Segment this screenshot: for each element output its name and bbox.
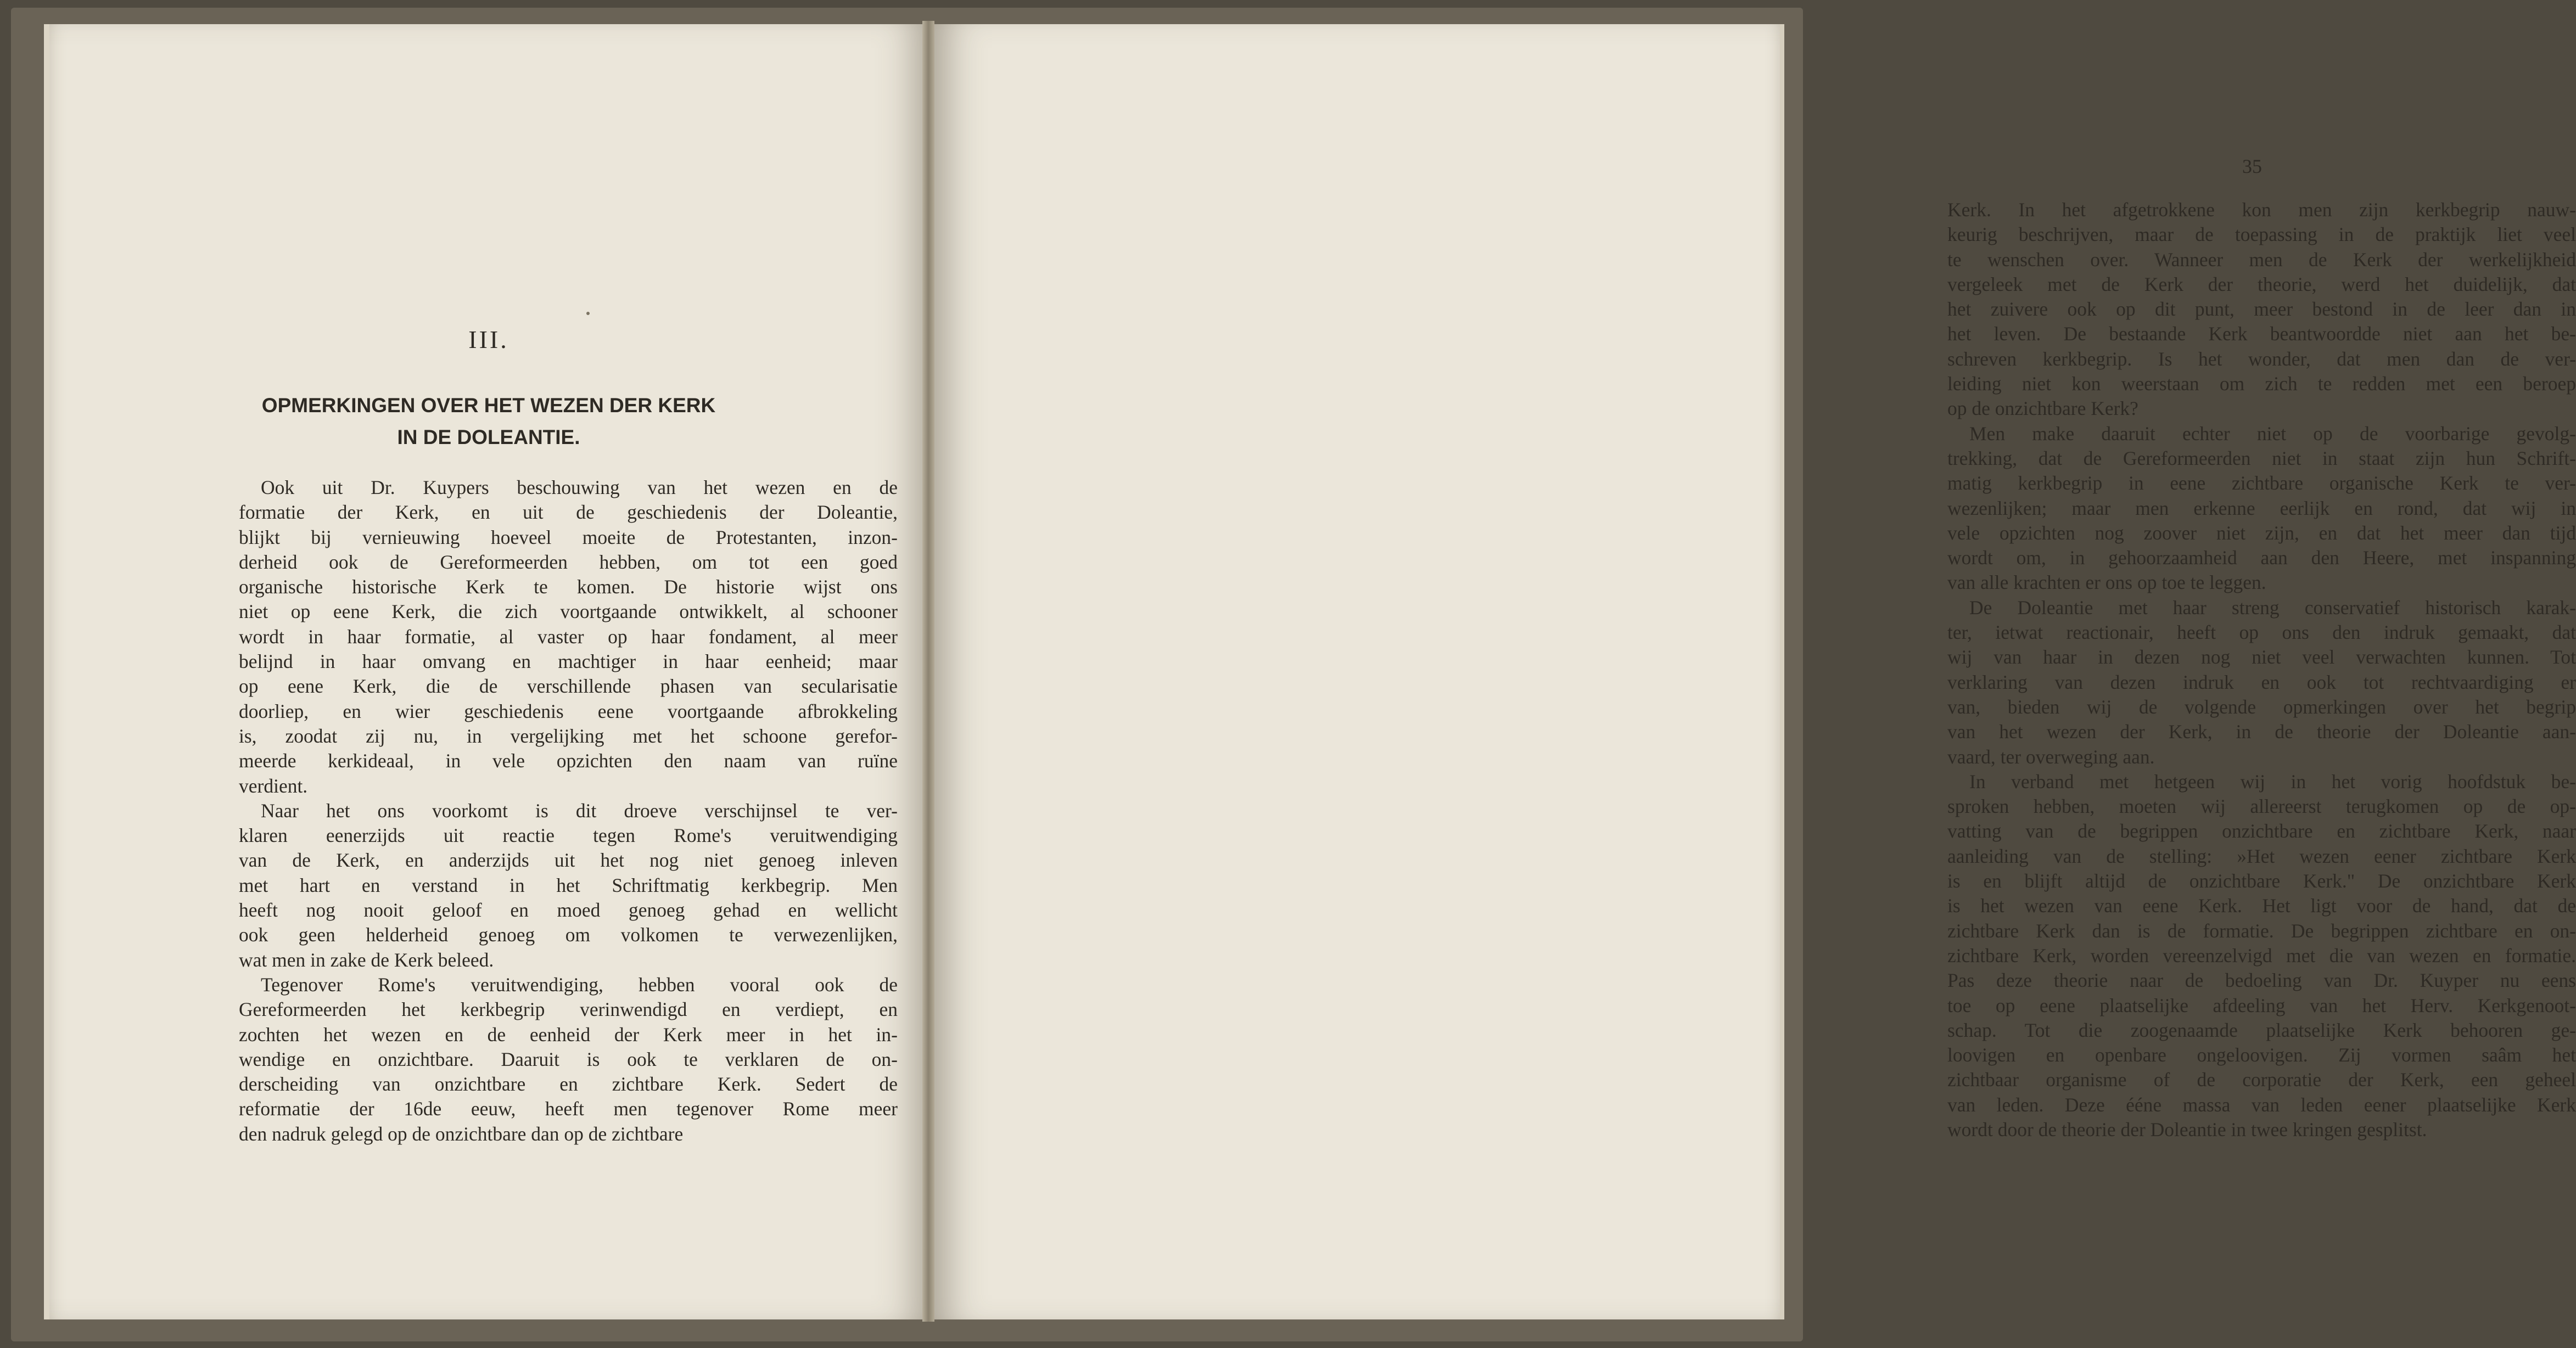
text-line: sproken hebben, moeten wij allereerst terugkomen op de op- [1947,795,2576,818]
text-line: niet op eene Kerk, die zich voortgaande ontwikkelt, al schooner [239,600,898,623]
text-line: van de Kerk, en anderzijds uit het nog niet genoeg inleven [239,849,898,872]
text-line: matig kerkbegrip in eene zichtbare organische Kerk te ver- [1947,472,2576,495]
text-line: vatting van de begrippen onzichtbare en zichtbare Kerk, naar [1947,820,2576,842]
text-line: keurig beschrijven, maar de toepassing in de praktijk liet veel [1947,223,2576,246]
text-line: schap. Tot die zoogenaamde plaatselijke Kerk behooren ge- [1947,1019,2576,1041]
text-line: Tegenover Rome's veruitwendiging, hebben vooral ook de [261,973,898,996]
text-line: klaren eenerzijds uit reactie tegen Rome's veruitwendiging [239,824,898,847]
text-line: van leden. Deze ééne massa van leden eener plaatselijke Kerk [1947,1093,2576,1116]
heading-line: IN DE DOLEANTIE. [397,426,580,448]
text-line: wordt om, in gehoorzaamheid aan den Heere, met inspanning [1947,547,2576,569]
text-line: verklaring van dezen indruk en ook tot rechtvaardiging er [1947,671,2576,693]
text-line: Naar het ons voorkomt is dit droeve verschijnsel te ver- [261,799,898,822]
text-line: het zuivere ook op dit punt, meer bestond in de leer dan in [1947,298,2576,321]
text-line: van, bieden wij de volgende opmerkingen over het begrip [1947,695,2576,718]
text-line: vaard, ter overweging aan. [1947,745,2155,768]
text-line: op eene Kerk, die de verschillende phasen van secularisatie [239,675,898,698]
right-body-text [1947,198,2576,1142]
ink-speck [586,312,590,315]
text-line: het leven. De bestaande Kerk beantwoordde niet aan het be- [1947,323,2576,345]
text-line: met hart en verstand in het Schriftmatig kerkbegrip. Men [239,874,898,896]
text-line: den nadruk gelegd op de onzichtbare dan op de zichtbare [239,1122,684,1145]
text-line: vergeleek met de Kerk der theorie, werd het duidelijk, dat [1947,273,2576,295]
text-line: wezenlijken; maar men erkenne eerlijk en rond, dat wij in [1947,497,2576,519]
text-line: te wenschen over. Wanneer men de Kerk der werkelijkheid [1947,248,2576,271]
text-line: trekking, dat de Gereformeerden niet in staat zijn hun Schrift- [1947,447,2576,469]
text-line: Kerk. In het afgetrokkene kon men zijn kerkbegrip nauw- [1947,199,2576,221]
text-line: doorliep, en wier geschiedenis eene voortgaande afbrokkeling [239,700,898,722]
text-line: toe op eene plaatselijke afdeeling van het Herv. Kerkgenoot- [1947,994,2576,1016]
text-line: meerde kerkideaal, in vele opzichten den naam van ruïne [239,750,898,772]
text-line: leiding niet kon weerstaan om zich te redden met een beroep [1947,373,2576,395]
text-line: is en blijft altijd de onzichtbare Kerk." De onzichtbare Kerk [1947,870,2576,892]
chapter-heading [258,390,719,453]
text-line: belijnd in haar omvang en machtiger in haar eenheid; maar [239,650,898,673]
text-line: heeft nog nooit geloof en moed genoeg gehad en wellicht [239,899,898,922]
text-line: aanleiding van de stelling: »Het wezen eener zichtbare Kerk [1947,845,2576,867]
left-page [44,24,928,1319]
text-line: ook geen helderheid genoeg om volkomen te verwezenlijken, [239,924,898,946]
text-line: schreven kerkbegrip. Is het wonder, dat men dan de ver- [1947,347,2576,370]
text-line: wordt door de theorie der Doleantie in twee kringen gesplitst. [1947,1118,2427,1141]
text-line: van het wezen der Kerk, in de theorie der Doleantie aan- [1947,721,2576,743]
text-line: zichtbaar organisme of de corporatie der Kerk, een geheel [1947,1069,2576,1091]
text-line: In verband met hetgeen wij in het vorig hoofdstuk be- [1969,770,2576,793]
text-line: verdient. [239,774,308,797]
text-line: Ook uit Dr. Kuypers beschouwing van het wezen en de [261,476,898,498]
text-line: De Doleantie met haar streng conservatief historisch karak- [1969,596,2576,619]
text-line: blijkt bij vernieuwing hoeveel moeite de Protestanten, inzon- [239,526,898,548]
text-line: is, zoodat zij nu, in vergelijking met het schoone gerefor- [239,724,898,747]
text-line: zichtbare Kerk dan is de formatie. De begrippen zichtbare en on- [1947,919,2576,942]
text-line: zochten het wezen en de eenheid der Kerk meer in het in- [239,1023,898,1046]
text-line: wordt in haar formatie, al vaster op haar fondament, al meer [239,625,898,648]
text-line: organische historische Kerk te komen. De historie wijst ons [239,576,898,598]
text-line: Gereformeerden het kerkbegrip verinwendigd en verdiept, en [239,998,898,1021]
left-body-text [239,475,898,1147]
chapter-number: III. [468,325,509,353]
text-line: Pas deze theorie naar de bedoeling van Dr. Kuyper nu eens [1947,969,2576,992]
text-line: op de onzichtbare Kerk? [1947,397,2138,420]
book-spread [11,8,2576,1341]
heading-line: OPMERKINGEN OVER HET WEZEN DER KERK [261,394,716,417]
text-line: loovigen en openbare ongeloovigen. Zij vormen saâm het [1947,1044,2576,1066]
text-line: derscheiding van onzichtbare en zichtbare Kerk. Sedert de [239,1073,898,1096]
text-line: wendige en onzichtbare. Daaruit is ook te verklaren de on- [239,1048,898,1070]
text-line: reformatie der 16de eeuw, heeft men tegenover Rome meer [239,1098,898,1120]
text-line: wat men in zake de Kerk beleed. [239,948,494,971]
text-line: Men make daaruit echter niet op de voorbarige gevolg- [1969,422,2576,445]
book-gutter [922,21,934,1322]
text-line: wij van haar in dezen nog niet veel verwachten kunnen. Tot [1947,646,2576,669]
text-line: vele opzichten nog zoover niet zijn, en dat het meer dan tijd [1947,521,2576,544]
right-page [934,24,2576,1319]
text-line: derheid ook de Gereformeerden hebben, om tot een goed [239,551,898,573]
text-line: is het wezen van eene Kerk. Het ligt voor de hand, dat de [1947,895,2576,917]
text-line: zichtbare Kerk, worden vereenzelvigd met die van wezen en formatie. [1947,944,2576,967]
text-line: van alle krachten er ons op toe te leggen. [1947,571,2266,594]
page-number: 35 [2242,155,2262,177]
text-line: ter, ietwat reactionair, heeft op ons den indruk gemaakt, dat [1947,621,2576,644]
text-line: formatie der Kerk, en uit de geschiedenis der Doleantie, [239,501,898,524]
